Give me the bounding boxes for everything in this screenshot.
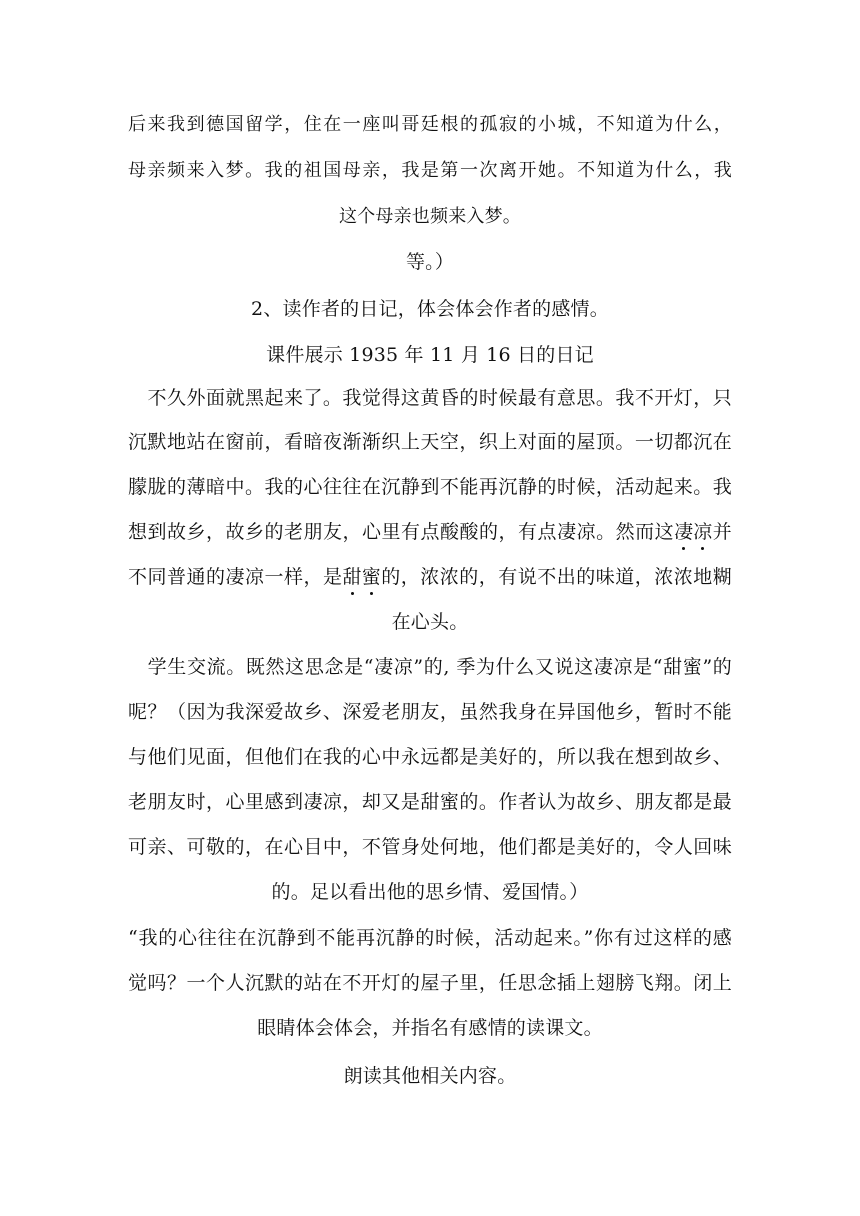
diary-text: 不同普通的凄凉一样，是 [128,566,343,588]
diary-text: 并 [712,521,733,543]
question-end: 眼睛体会体会，并指名有感情的读课文。 [257,1017,603,1039]
discussion-line-5: 可亲、可敬的，在心目中，不管身处何地，他们都是美好的，令人回味 [128,836,732,858]
diary-line-5 [128,562,732,592]
quote-line-1: 后来我到德国留学，住在一座叫哥廷根的孤寂的小城，不知道为什么， [128,114,732,135]
question-line-1: “我的心往往在沉静到不能再沉静的时候，活动起来。”你有过这样的感 [128,927,732,949]
diary-line-2: 沉默地站在窗前，看暗夜渐渐织上天空，织上对面的屋顶。一切都沉在 [128,431,732,453]
quote-end: 等。） [405,251,455,273]
diary-line-6: 在心头。 [391,611,469,633]
emphasis-char: 凄 [674,517,693,547]
diary-text: 想到故乡，故乡的老朋友，心里有点酸酸的，有点凄凉。然而这 [128,521,675,543]
diary-text: 的，浓浓的，有说不出的味道，浓浓地糊 [380,566,733,588]
emphasis-char: 蜜 [362,562,381,592]
diary-line-1: 不久外面就黑起来了。我觉得这黄昏的时候最有意思。我不开灯，只 [128,387,732,409]
emphasis-char: 凉 [693,517,712,547]
quote-line-3: 这个母亲也频来入梦。 [339,206,521,227]
discussion-line-1: 学生交流。既然这思念是“凄凉”的, 季为什么又说这凄凉是“甜蜜”的 [128,656,732,678]
discussion-line-3: 与他们见面，但他们在我的心中永远都是美好的，所以我在想到故乡、 [128,746,732,768]
courseware-title: 课件展示 1935 年 11 月 16 日的日记 [266,344,594,366]
diary-line-4 [128,517,732,547]
read-other: 朗读其他相关内容。 [343,1065,517,1087]
emphasis-char: 甜 [343,562,362,592]
step-heading: 2、读作者的日记，体会体会作者的感情。 [251,298,609,320]
discussion-line-4: 老朋友时，心里感到凄凉，却又是甜蜜的。作者认为故乡、朋友都是最 [128,791,732,813]
discussion-line-2: 呢？（因为我深爱故乡、深爱老朋友，虽然我身在异国他乡，暂时不能 [128,701,732,723]
question-line-2: 觉吗？一个人沉默的站在不开灯的屋子里，任思念插上翅膀飞翔。闭上 [128,972,732,994]
quote-line-2: 母亲频来入梦。我的祖国母亲，我是第一次离开她。不知道为什么，我 [128,160,732,181]
diary-line-3: 朦胧的薄暗中。我的心往往在沉静到不能再沉静的时候，活动起来。我 [128,476,732,498]
discussion-end: 的。足以看出他的思乡情、爱国情。） [271,881,589,903]
